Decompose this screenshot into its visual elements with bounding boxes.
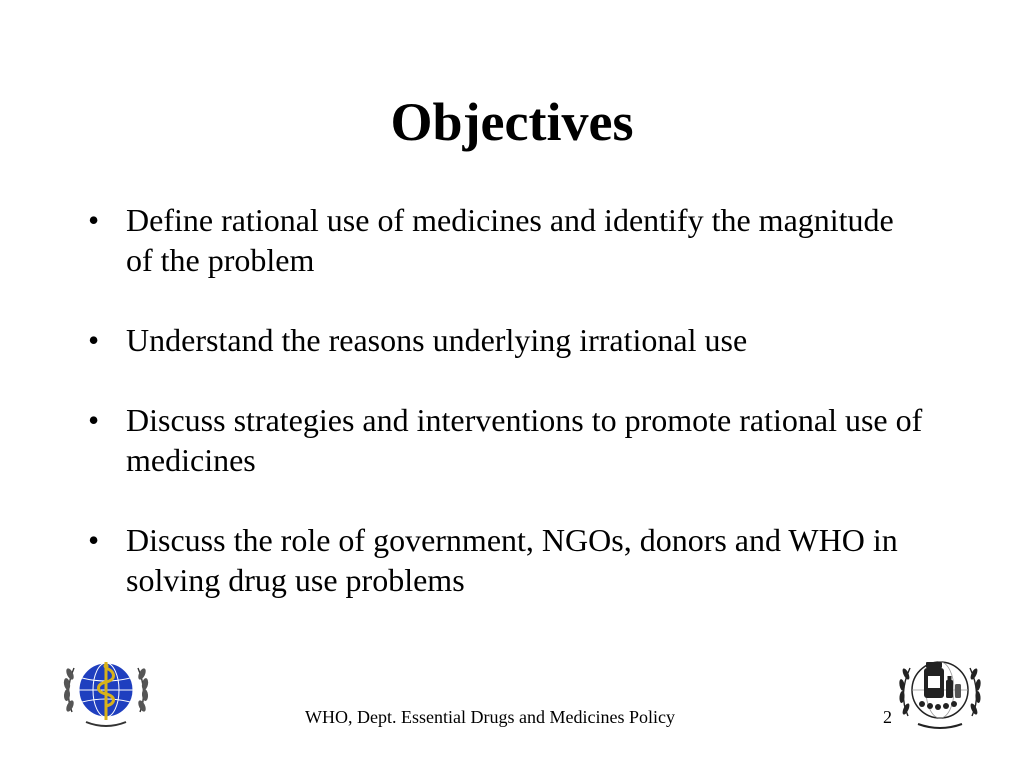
bullet-marker: • [88,402,100,438]
page-number: 2 [883,707,892,727]
bullet-marker: • [88,522,100,558]
bullet-item [88,200,928,280]
bullet-text: Discuss strategies and interventions to promote rational use of medicines [126,402,923,478]
bullet-item [88,520,928,600]
bullet-text: Discuss the role of government, NGOs, donors and WHO in solving drug use problems [126,522,898,598]
bullet-text: Understand the reasons underlying irrational use [126,322,748,358]
essential-drugs-emblem-icon [892,652,988,734]
bullet-marker: • [88,322,100,358]
bullet-list [88,200,928,640]
bullet-item [88,400,928,480]
footer-text: WHO, Dept. Essential Drugs and Medicines Policy [305,707,675,727]
bullet-marker: • [88,202,100,238]
bullet-item [88,320,928,360]
bullet-text: Define rational use of medicines and identify the magnitude of the problem [126,202,894,278]
who-emblem-icon [58,650,154,732]
slide-title: Objectives [390,92,634,152]
